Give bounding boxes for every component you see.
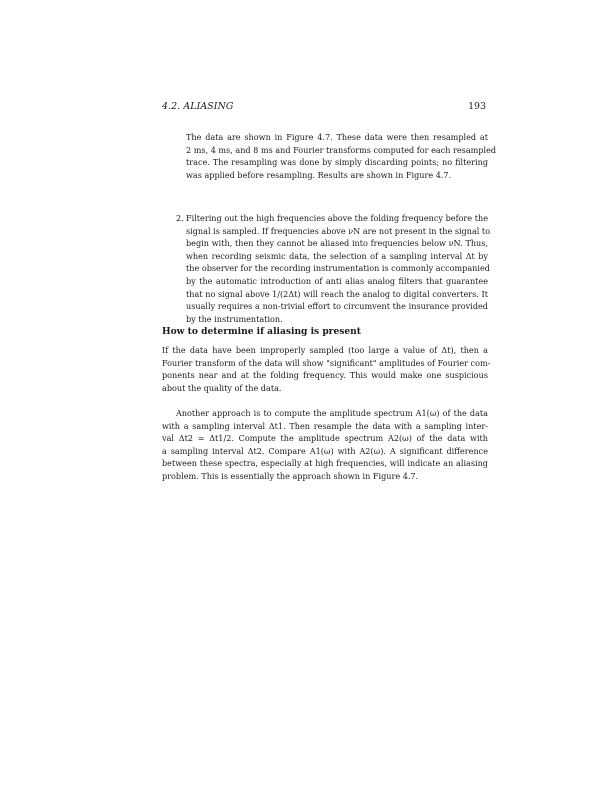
text-line: with a sampling interval Δt1. Then resample the data with a sampling inter- xyxy=(162,420,488,431)
text-line: a sampling interval Δt2. Compare A1(ω) with A2(ω). A significant difference xyxy=(162,445,488,456)
text-line: that no signal above 1/(2Δt) will reach the analog to digital converters. It xyxy=(186,288,488,299)
text-line: begin with, then they cannot be aliased into frequencies below νN. Thus, xyxy=(186,238,488,249)
text-line: by the automatic introduction of anti alias analog filters that guarantee xyxy=(186,275,488,286)
text-line: about the quality of the data. xyxy=(162,382,282,393)
list-item-number: 2. xyxy=(176,213,184,223)
text-line: ponents near and at the folding frequency. This would make one suspicious xyxy=(162,370,488,381)
text-line: between these spectra, especially at high frequencies, will indicate an aliasing xyxy=(162,458,488,469)
list-item-text xyxy=(186,212,491,325)
text-line: was applied before resampling. Results are shown in Figure 4.7. xyxy=(186,169,452,180)
text-line: Filtering out the high frequencies above the folding frequency before the xyxy=(186,213,488,223)
text-line: Another approach is to compute the amplitude spectrum A1(ω) of the data xyxy=(176,408,488,418)
text-line: by the instrumentation. xyxy=(186,313,283,324)
page-number: 193 xyxy=(468,101,486,112)
paragraph-1 xyxy=(162,344,491,394)
paragraph-2 xyxy=(162,407,488,483)
text-line: 2 ms, 4 ms, and 8 ms and Fourier transforms computed for each resampled xyxy=(186,144,497,155)
text-line: val Δt2 = Δt1/2. Compute the amplitude spectrum A2(ω) of the data with xyxy=(162,433,488,444)
running-header xyxy=(162,101,486,112)
text-line: when recording seismic data, the selection of a sampling interval Δt by xyxy=(186,250,488,261)
text-line: The data are shown in Figure 4.7. These data were then resampled at xyxy=(186,132,488,142)
section-heading: How to determine if aliasing is present xyxy=(162,326,361,337)
text-line: signal is sampled. If frequencies above νN are not present in the signal to xyxy=(186,225,491,236)
text-line: If the data have been improperly sampled (too large a value of Δt), then a xyxy=(162,345,488,355)
list-item-1-continuation xyxy=(186,131,497,181)
text-line: trace. The resampling was done by simply discarding points; no filtering xyxy=(186,157,488,168)
text-line: the observer for the recording instrumentation is commonly accompanied xyxy=(186,263,490,274)
text-line: Fourier transform of the data will show "significant" amplitudes of Fourier com- xyxy=(162,357,491,368)
running-header-section: 4.2. ALIASING xyxy=(162,101,234,112)
text-line: usually requires a non-trivial effort to circumvent the insurance provided xyxy=(186,301,488,312)
text-line: problem. This is essentially the approach shown in Figure 4.7. xyxy=(162,470,419,481)
